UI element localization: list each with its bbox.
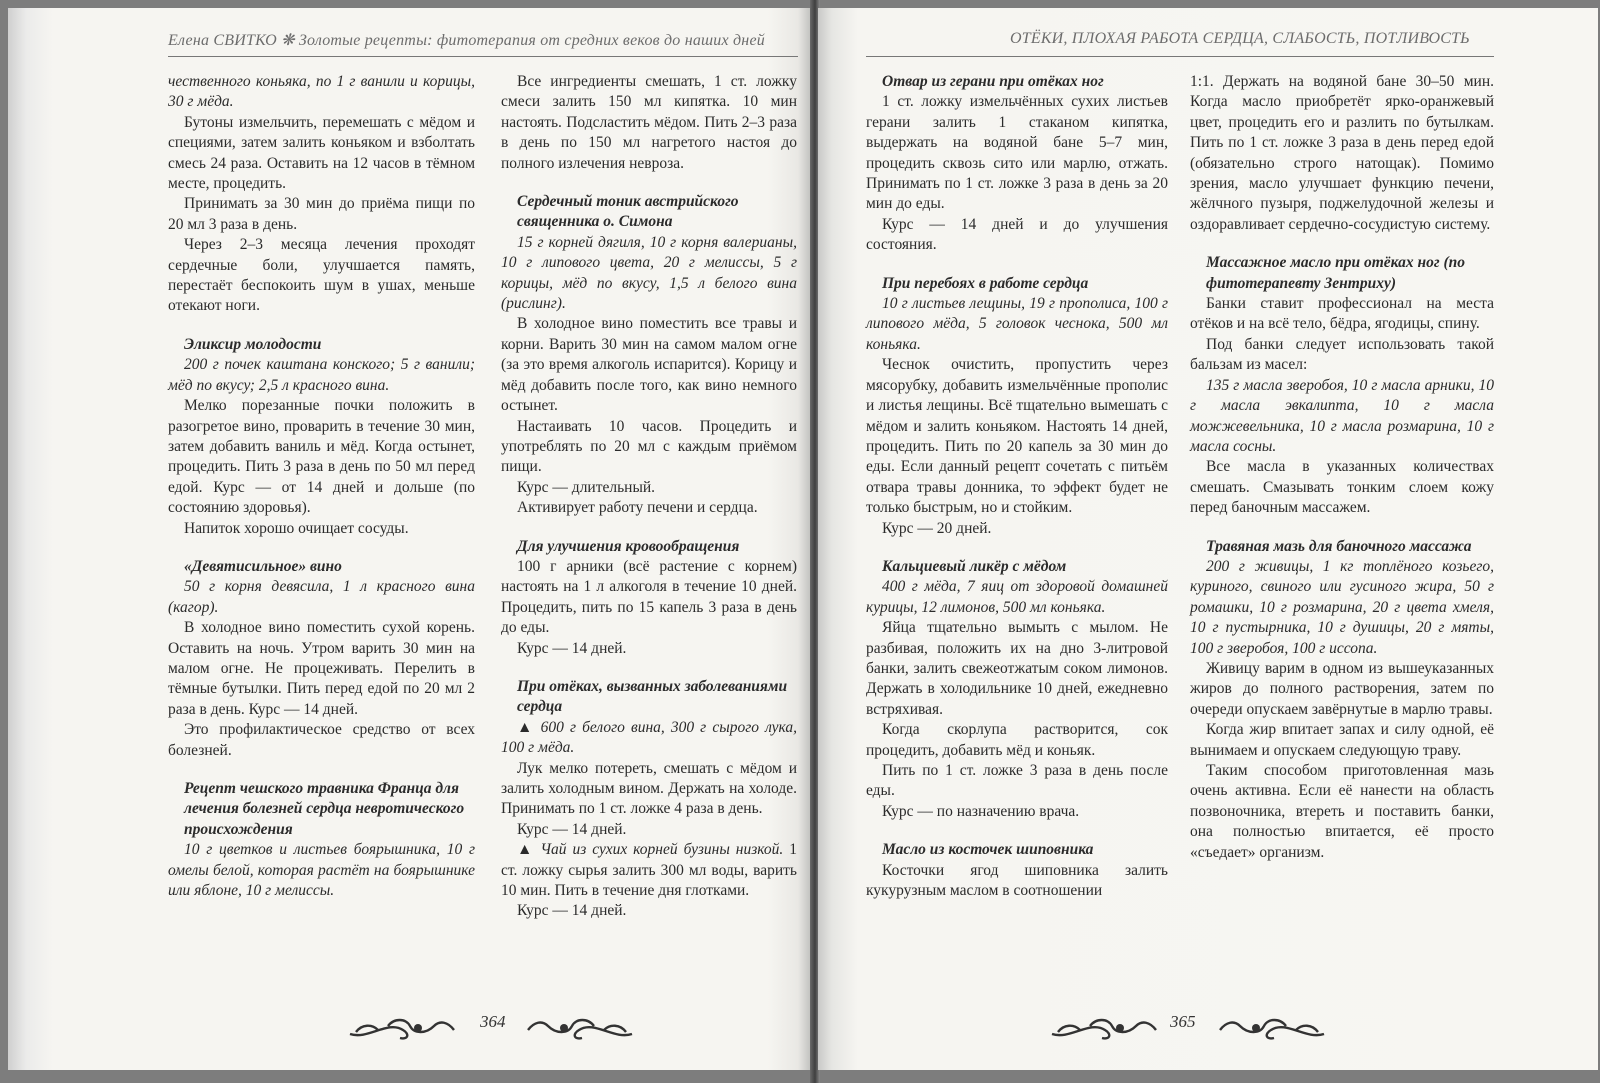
paragraph: Чеснок очистить, пропустить через мясорубку, добавить измельчённые прополис и листья лещины. Всё тщательно вымешать с мёдом и залить коньяком. Настоять 14 дней, процедить. Пить по 20 капель за 30 мин до еды. Если данный рецепт сочетать с питьём отвара травы донника, то эффект будет не только быстрым, но и стойким. — [866, 356, 1168, 517]
ingredient-list: 10 г листьев лещины, 19 г прополиса, 100 г липового мёда, 5 головок чеснока, 500 мл коньяка. — [866, 295, 1168, 353]
paragraph: Живицу варим в одном из вышеуказанных жиров до полного растворения, затем по очереди опускаем завёрнутые в марлю травы. — [1190, 659, 1494, 718]
paragraph: Напиток хорошо очищает сосуды. — [184, 519, 409, 537]
paragraph: Активирует работу печени и сердца. — [517, 499, 758, 517]
paragraph: Это профилактическое средство от всех болезней. — [168, 721, 475, 759]
recipe-heading: При отёках, вызванных заболеваниями сердца — [517, 677, 788, 716]
ingredient-list: 50 г корня девясила, 1 л красного вина (кагор). — [168, 578, 475, 616]
ingredient-list: ▲ 600 г белого вина, 300 г сырого лука, 100 г мёда. — [501, 718, 797, 757]
left-column-2 — [501, 72, 797, 922]
paragraph: Когда жир впитает запах и силу одной, её вынимаем и опускаем следующую траву. — [1190, 721, 1494, 759]
paragraph: Курс — длительный. — [517, 478, 656, 496]
paragraph: Все масла в указанных количествах смешать. Смазывать тонким слоем кожу перед баночным массажем. — [1190, 458, 1494, 517]
recipe-heading: Травяная мазь для баночного массажа — [1206, 537, 1472, 555]
running-header-left: Елена СВИТКО ❋ Золотые рецепты: фитотерапия от средних веков до наших дней — [168, 32, 765, 49]
paragraph: Таким способом приготовленная мазь очень активна. Если её нанести на область позвоночника, втереть и поставить банки, она полностью впитается, её просто «съедает» организм. — [1190, 762, 1494, 861]
recipe-heading: Для улучшения кровообращения — [517, 537, 740, 555]
running-header-right: ОТЁКИ, ПЛОХАЯ РАБОТА СЕРДЦА, СЛАБОСТЬ, ПОТЛИВОСТЬ — [1010, 30, 1470, 47]
paragraph: Бутоны измельчить, перемешать с мёдом и специями, затем залить коньяком и взболтать смесь 24 раза. Оставить на 12 часов в тёмном месте, процедить. — [168, 113, 475, 193]
paragraph: Мелко порезанные почки положить в разогретое вино, проварить в течение 30 мин, затем добавить ваниль и мёд. Когда остынет, процедить. Пить 3 раза в день по 50 мл перед едой. Курс — от 14 дней и дольше (по состоянию здоровья). — [168, 397, 475, 517]
ingredient-list: 135 г масла зверобоя, 10 г масла арники, 10 г масла эвкалипта, 10 г масла можжевельника, 10 г масла розмарина, 10 г масла сосны. — [1190, 376, 1494, 455]
recipe-heading: Масло из косточек шиповника — [882, 841, 1094, 859]
paragraph: Когда скорлупа растворится, сок процедить, добавить мёд и коньяк. — [866, 721, 1168, 759]
paragraph: 100 г арники (всё растение с корнем) настоять на 1 л алкоголя в течение 10 дней. Процедить, пить по 15 капель 3 раза в день до еды. — [501, 557, 797, 637]
paragraph-text: 1 ст. ложку сырья залить 300 мл воды, варить 10 мин. Пить в течение дня глотками. — [501, 841, 797, 900]
ingredient-list: 400 г мёда, 7 яиц от здоровой домашней курицы, 12 лимонов, 500 мл коньяка. — [866, 578, 1168, 616]
paragraph: 1 ст. ложку измельчённых сухих листьев герани залить 1 стаканом кипятка, выдержать на водяной бане 5–7 мин, процедить сквозь сито или марлю, отжать. Принимать по 1 ст. ложке 3 раза в день за 20 мин до еды. — [866, 93, 1168, 213]
page-number-left: 364 — [480, 1012, 506, 1031]
paragraph: Пить по 1 ст. ложке 3 раза в день после еды. — [866, 762, 1168, 800]
recipe-heading: Массажное масло при отёках ног (по фитотерапевту Зентриху) — [1206, 254, 1465, 292]
paragraph: Банки ставит профессионал на места отёков и на всё тело, бёдра, ягодицы, спину. — [1190, 295, 1494, 333]
paragraph: Под банки следует использовать такой бальзам из масел: — [1190, 335, 1494, 374]
right-page — [818, 8, 1598, 1070]
ingredient-list: 15 г корней дягиля, 10 г корня валерианы, 10 г липового цвета, 20 г мелиссы, 5 г корицы, мёд по вкусу, 1,5 л белого вина (рислинг). — [501, 233, 797, 313]
paragraph: В холодное вино поместить сухой корень. Оставить на ночь. Утром варить 30 мин на малом огне. Не процеживать. Перелить в тёмные бутылки. Пить перед едой по 20 мл 2 раза в день. Курс — 14 дней. — [168, 619, 475, 718]
ingredient-list: 200 г почек каштана конского; 5 г ванили; мёд по вкусу; 2,5 л красного вина. — [168, 356, 475, 394]
paragraph: Курс — 20 дней. — [882, 519, 992, 537]
recipe-heading: При перебоях в работе сердца — [882, 274, 1089, 292]
ornament-icon — [348, 1014, 458, 1042]
right-column-2 — [1190, 72, 1494, 863]
ingredient-list: 10 г цветков и листьев боярышника, 10 г омелы белой, которая растёт на боярышнике или яблоне, 10 г мелиссы. — [168, 841, 475, 900]
recipe-heading: «Девятисильное» вино — [184, 557, 342, 575]
paragraph: Косточки ягод шиповника залить кукурузным маслом в соотношении — [866, 861, 1168, 900]
page-number-right: 365 — [1170, 1012, 1196, 1031]
paragraph: Все ингредиенты смешать, 1 ст. ложку смеси залить 150 мл кипятка. 10 мин настоять. Подсластить мёдом. Пить 2–3 раза в день по 150 мл нагретого настоя до полного излечения невроза. — [501, 73, 797, 172]
paragraph: Принимать за 30 мин до приёма пищи по 20 мл 3 раза в день. — [168, 195, 475, 233]
left-page — [8, 8, 812, 1070]
ornament-icon — [1216, 1014, 1326, 1042]
recipe-heading: Отвар из герани при отёках ног — [882, 73, 1104, 90]
left-column-1 — [168, 72, 475, 901]
right-column-1 — [866, 72, 1168, 901]
paragraph: Курс — 14 дней. — [517, 902, 627, 920]
paragraph: Курс — 14 дней. — [517, 639, 627, 657]
recipe-heading: Сердечный тоник австрийского священника о. Симона — [517, 193, 739, 231]
recipe-heading: Кальциевый ликёр с мёдом — [882, 557, 1067, 575]
ornament-icon — [1050, 1014, 1160, 1042]
ornament-icon — [524, 1014, 634, 1042]
header-rule-left — [168, 56, 798, 57]
header-rule-right — [866, 56, 1494, 57]
paragraph: Курс — по назначению врача. — [882, 802, 1080, 820]
paragraph: Яйца тщательно вымыть с мылом. Не разбивая, положить их на дно 3-литровой банки, залить свежеотжатым соком лимонов. Держать в холодильнике 10 дней, ежедневно встряхивая. — [866, 619, 1168, 718]
paragraph: Курс — 14 дней и до улучшения состояния. — [866, 215, 1168, 254]
continued-paragraph: 1:1. Держать на водяной бане 30–50 мин. Когда масло приобретёт ярко-оранжевый цвет, процедить его и разлить по бутылкам. Пить по 1 ст. ложке 3 раза в день перед едой (обязательно строго натощак). Помимо зрения, масло улучшает функцию печени, жёлчного пузыря, поджелудочной железы и оздоравливает сердечно-сосудистую систему. — [1190, 73, 1494, 233]
page-footer-left — [348, 1008, 628, 1048]
ingredient-list: 200 г живицы, 1 кг топлёного козьего, куриного, свиного или гусиного жира, 50 г ромашки, 10 г розмарина, 20 г цвета хмеля, 10 г пустырника, 10 г душицы, 20 г мяты, 100 г зверобоя, 100 г иссопа. — [1190, 557, 1494, 657]
paragraph: В холодное вино поместить все травы и корни. Варить 30 мин на самом малом огне (за это время алкоголь испарится). Корицу и мёд добавить после того, как вино немного остынет. — [501, 315, 797, 415]
paragraph: Настаивать 10 часов. Процедить и употреблять по 20 мл с каждым приёмом пищи. — [501, 417, 797, 476]
paragraph: Лук мелко потереть, смешать с мёдом и залить холодным вином. Держать на холоде. Принимать по 1 ст. ложке 4 раза в день. — [501, 759, 797, 818]
paragraph — [501, 840, 797, 901]
recipe-heading: Эликсир молодости — [184, 335, 322, 353]
continued-paragraph: чественного коньяка, по 1 г ванили и корицы, 30 г мёда. — [168, 73, 475, 111]
ingredient-lead: ▲ Чай из сухих корней бузины низкой. — [517, 841, 784, 859]
page-footer-right — [1050, 1008, 1330, 1048]
paragraph: Курс — 14 дней. — [517, 820, 627, 838]
recipe-heading: Рецепт чешского травника Франца для лечения болезней сердца невротического происхождения — [184, 780, 465, 838]
paragraph: Через 2–3 месяца лечения проходят сердечные боли, улучшается память, перестаёт беспокоить шум в ушах, меньше отекают ноги. — [168, 236, 475, 315]
